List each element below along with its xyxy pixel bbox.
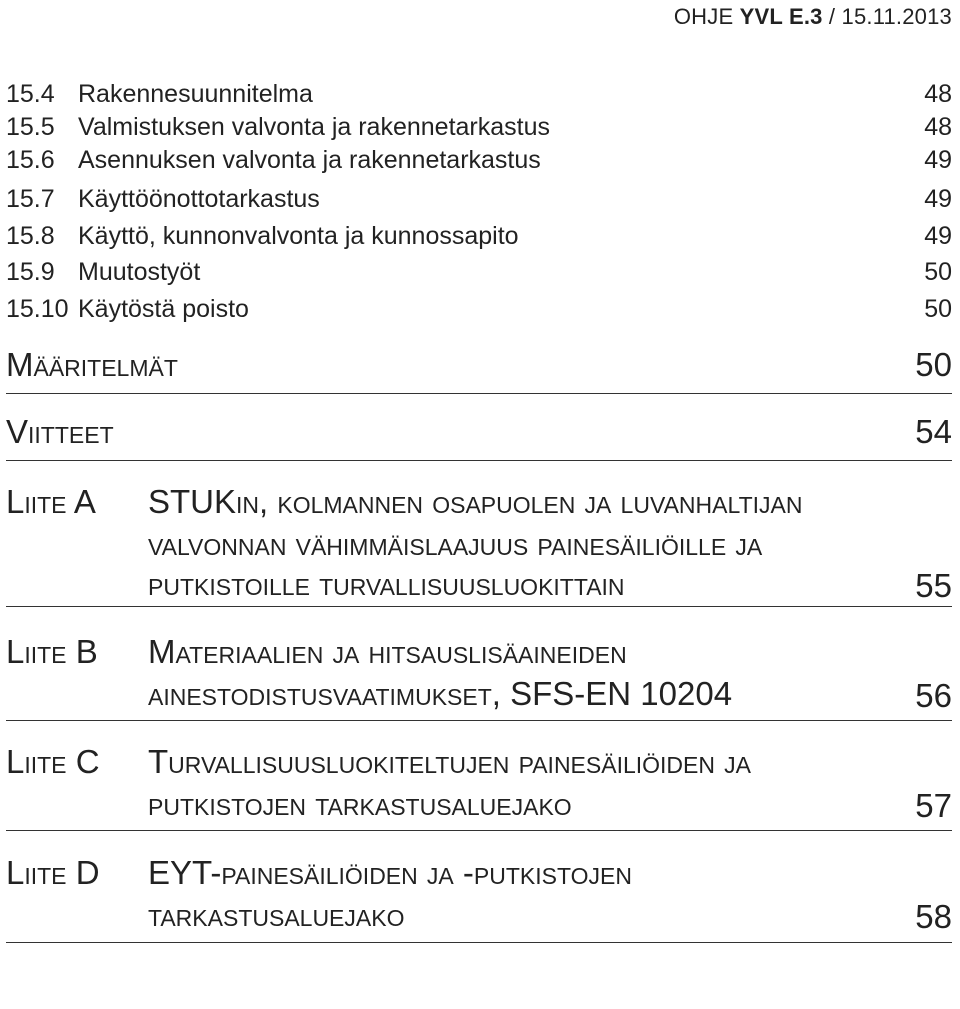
appendix-title — [148, 851, 892, 935]
guide-code: YVL E.3 — [739, 4, 823, 29]
toc-section-definitions[interactable] — [6, 343, 952, 387]
toc-appendix-d[interactable] — [6, 851, 952, 935]
section-divider — [6, 720, 952, 721]
toc-entry-page: 48 — [924, 113, 952, 141]
appendix-title — [148, 480, 892, 604]
toc-entry[interactable] — [6, 111, 952, 143]
toc-entry-page: 49 — [924, 185, 952, 213]
section-divider — [6, 942, 952, 943]
toc-entry-page: 50 — [924, 258, 952, 286]
toc-entry-number: 15.7 — [6, 185, 55, 213]
header-prefix: OHJE — [673, 4, 740, 29]
appendix-label: Liite B — [6, 633, 98, 670]
toc-entry-number: 15.9 — [6, 258, 55, 286]
toc-entry[interactable] — [6, 220, 952, 252]
appendix-page: 57 — [915, 787, 952, 824]
section-divider — [6, 393, 952, 394]
toc-entry-title: Asennuksen valvonta ja rakennetarkastus — [78, 146, 541, 174]
appendix-title-line: valvonnan vähimmäislaajuus painesäiliöille ja — [148, 525, 763, 562]
toc-section-references[interactable] — [6, 410, 952, 454]
section-divider — [6, 830, 952, 831]
toc-entry-title: Muutostyöt — [78, 258, 201, 286]
document-header — [674, 4, 952, 30]
appendix-title-line: EYT-painesäiliöiden ja -putkistojen — [148, 854, 632, 891]
header-date: / 15.11.2013 — [822, 4, 952, 29]
toc-appendix-a[interactable] — [6, 480, 952, 604]
toc-section-page: 50 — [915, 346, 952, 383]
section-divider — [6, 460, 952, 461]
toc-entry-title: Käyttöönottotarkastus — [78, 185, 320, 213]
toc-entry[interactable] — [6, 78, 952, 110]
appendix-title — [148, 630, 892, 714]
toc-entry-number: 15.5 — [6, 113, 55, 141]
appendix-page: 56 — [915, 677, 952, 714]
appendix-label: Liite C — [6, 743, 100, 780]
section-divider — [6, 606, 952, 607]
toc-entry-title: Käyttö, kunnonvalvonta ja kunnossapito — [78, 222, 519, 250]
toc-entry-number: 15.6 — [6, 146, 55, 174]
toc-entry-page: 50 — [924, 295, 952, 323]
toc-entry[interactable] — [6, 293, 952, 325]
toc-section-title: Määritelmät — [6, 346, 178, 383]
appendix-title-line: Materiaalien ja hitsauslisäaineiden — [148, 633, 627, 670]
appendix-page: 55 — [915, 567, 952, 604]
toc-entry-number: 15.8 — [6, 222, 55, 250]
toc-section-title: Viitteet — [6, 413, 114, 450]
toc-entry-number: 15.4 — [6, 80, 55, 108]
toc-entry[interactable] — [6, 183, 952, 215]
appendix-label: Liite D — [6, 854, 100, 891]
appendix-title-line: putkistoille turvallisuusluokittain — [148, 565, 625, 602]
toc-entry-title: Valmistuksen valvonta ja rakennetarkastus — [78, 113, 550, 141]
appendix-title-line: Turvallisuusluokiteltujen painesäiliöiden ja — [148, 743, 752, 780]
toc-entry-page: 48 — [924, 80, 952, 108]
appendix-title-line: STUKin, kolmannen osapuolen ja luvanhaltijan — [148, 483, 803, 520]
appendix-label: Liite A — [6, 483, 96, 520]
appendix-title-line: tarkastusaluejako — [148, 896, 405, 933]
toc-entry[interactable] — [6, 256, 952, 288]
toc-entry-title: Käytöstä poisto — [78, 295, 249, 323]
toc-appendix-c[interactable] — [6, 740, 952, 824]
appendix-title-line: putkistojen tarkastusaluejako — [148, 785, 572, 822]
toc-entry-page: 49 — [924, 222, 952, 250]
appendix-title — [148, 740, 892, 824]
toc-section-page: 54 — [915, 413, 952, 450]
toc-entry-page: 49 — [924, 146, 952, 174]
appendix-title-line: ainestodistusvaatimukset, SFS-EN 10204 — [148, 675, 733, 712]
appendix-page: 58 — [915, 898, 952, 935]
toc-appendix-b[interactable] — [6, 630, 952, 714]
toc-entry-title: Rakennesuunnitelma — [78, 80, 313, 108]
toc-entry-number: 15.10 — [6, 295, 69, 323]
toc-entry[interactable] — [6, 144, 952, 176]
